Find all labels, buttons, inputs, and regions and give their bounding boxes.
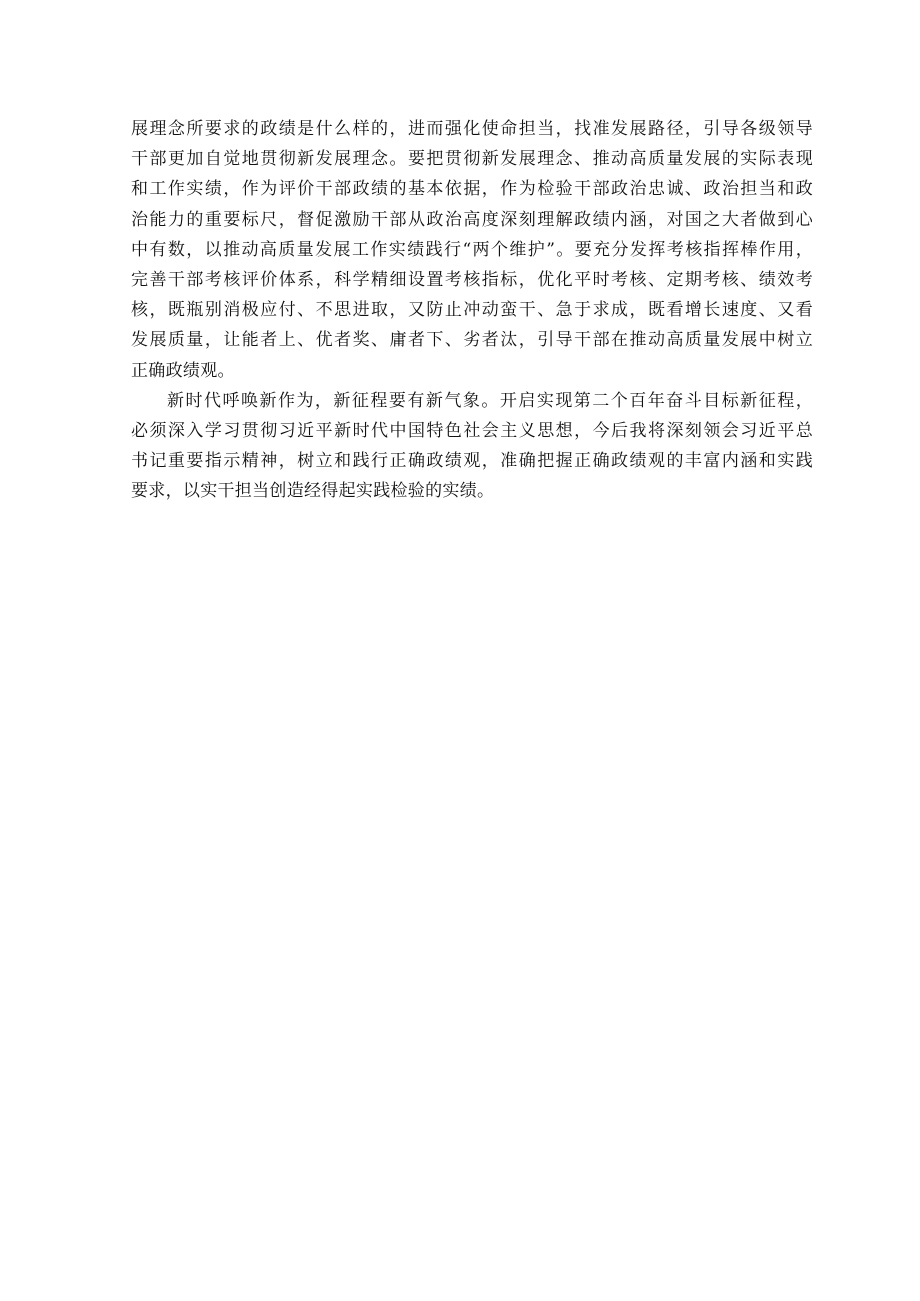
text-line: 核，既瓶别消极应付、不思进取，又防止冲动蛮干、急于求成，既看增长速度、又看 (131, 300, 813, 321)
text-line: 要求，以实干担当创造经得起实践检验的实绩。 (131, 481, 495, 502)
document-body (131, 114, 813, 506)
text-line: 中有数，以推动高质量发展工作实绩践行“两个维护”。要充分发挥考核指挥棒作用， (131, 239, 813, 260)
text-line: 正确政绩观。 (131, 360, 235, 381)
text-line: 治能力的重要标尺，督促激励干部从政治高度深刻理解政绩内涵，对国之大者做到心 (131, 209, 813, 230)
text-line: 和工作实绩，作为评价干部政绩的基本依据，作为检验干部政治忠诚、政治担当和政 (131, 179, 813, 200)
text-line: 必须深入学习贯彻习近平新时代中国特色社会主义思想，今后我将深刻领会习近平总 (131, 420, 813, 441)
text-line: 新时代呼唤新作为，新征程要有新气象。开启实现第二个百年奋斗目标新征程， (167, 390, 813, 411)
paragraph-1 (131, 114, 813, 386)
text-line: 干部更加自觉地贯彻新发展理念。要把贯彻新发展理念、推动高质量发展的实际表现 (131, 149, 813, 170)
text-line: 展理念所要求的政绩是什么样的，进而强化使命担当，找准发展路径，引导各级领导 (131, 119, 813, 139)
text-line: 完善干部考核评价体系，科学精细设置考核指标，优化平时考核、定期考核、绩效考 (131, 269, 813, 290)
paragraph-2 (131, 386, 813, 507)
text-line: 书记重要指示精神，树立和践行正确政绩观，准确把握正确政绩观的丰富内涵和实践 (131, 451, 813, 472)
text-line: 发展质量，让能者上、优者奖、庸者下、劣者汰，引导干部在推动高质量发展中树立 (131, 330, 813, 351)
